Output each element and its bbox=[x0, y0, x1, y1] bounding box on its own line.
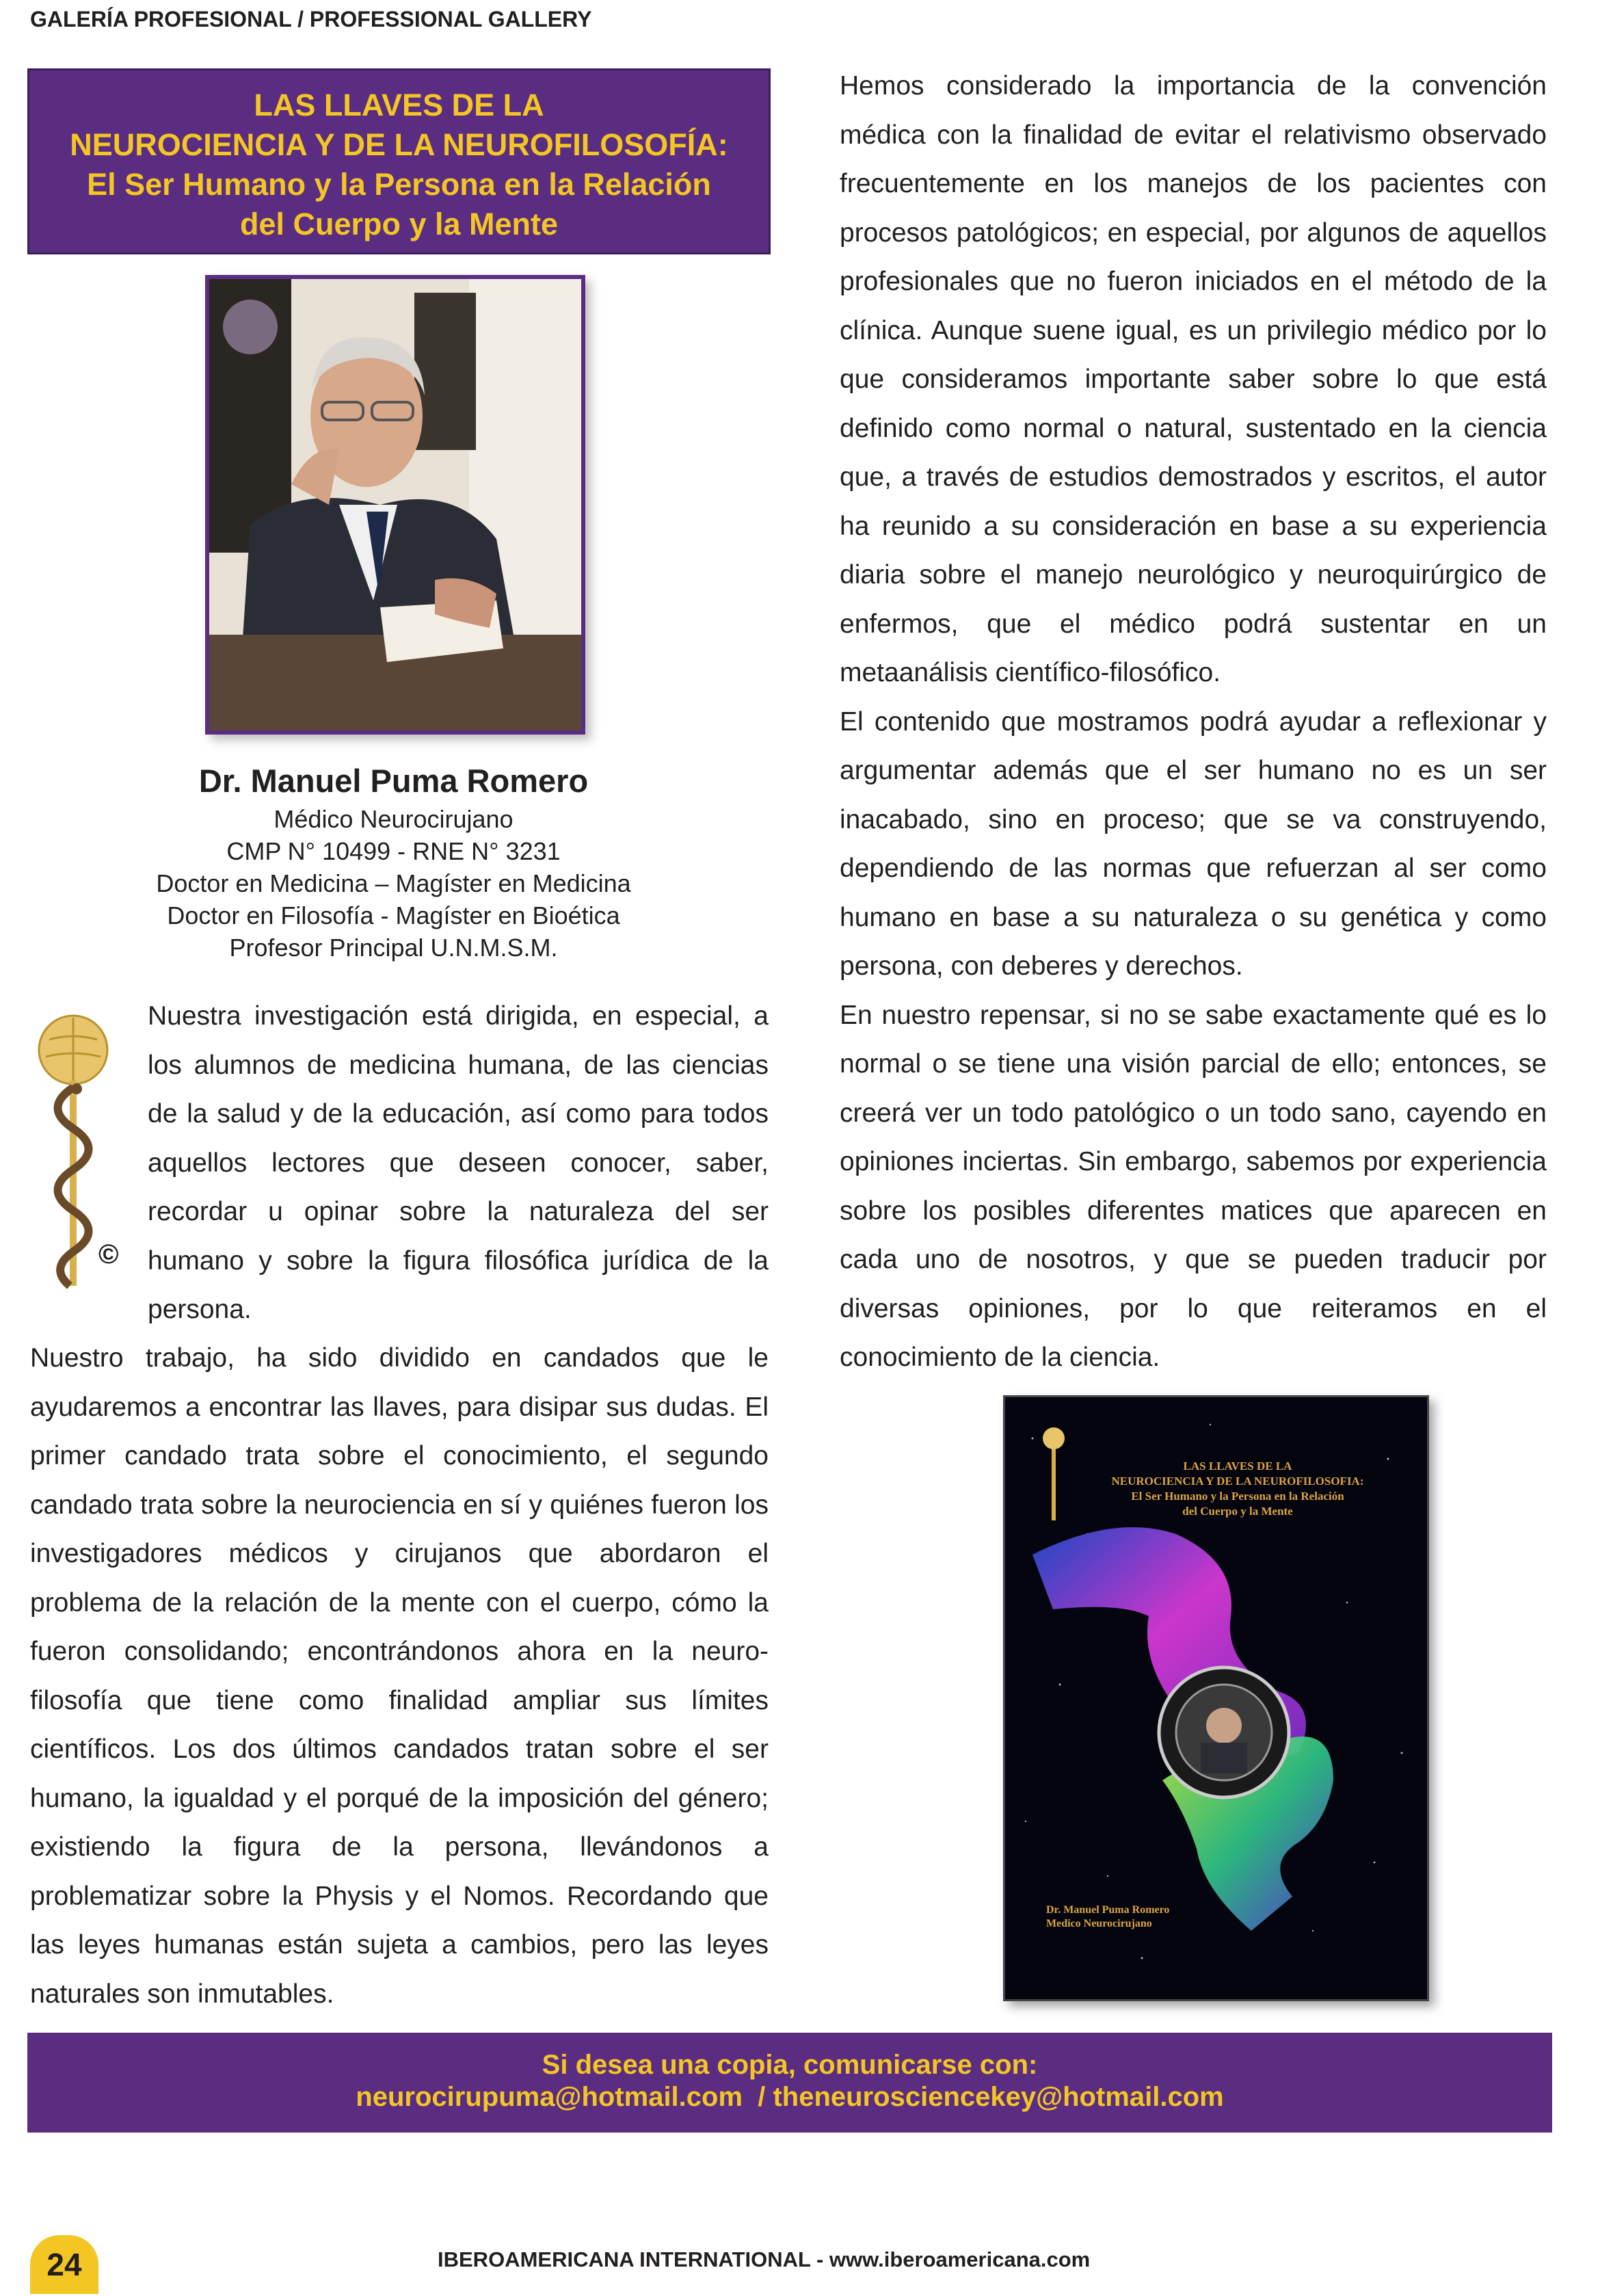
cover-author bbox=[1046, 1903, 1251, 1931]
paragraph-chapters: Nuestro trabajo, ha sido dividido en candados que le ayudaremos a encontrar las llaves, para disipar sus dudas. El primer candado trata sobre el conocimiento, el segundo candado trata sobre la neurociencia en sí y quiénes fueron los investigadores médicos y cirujanos que abordaron el problema de la relación de la mente con el cuerpo, cómo la fueron consolidando; encontrándonos ahora en la neuro-filosofía que tiene como finalidad ampliar sus límites científicos. Los dos últimos candados tratan sobre el ser humano, la igualdad y el porqué de la imposición del género; existiendo la figura de la persona, llevándonos a problematizar sobre la Physis y el Nomos. Recordando que las leyes humanas están sujeta a cambios, pero las leyes naturales son inmutables. bbox=[30, 1343, 769, 2009]
author-registration: CMP N° 10499 - RNE N° 3231 bbox=[226, 837, 561, 865]
cover-title-line-2: NEUROCIENCIA Y DE LA NEUROFILOSOFIA: bbox=[1111, 1475, 1364, 1488]
right-column bbox=[840, 62, 1547, 1382]
contact-heading: Si desea una copia, comunicarse con: bbox=[542, 2050, 1038, 2080]
author-portrait-image bbox=[209, 279, 581, 730]
paragraph-convention: Hemos considerado la importancia de la convención médica con la finalidad de evitar el relativismo observado frecuentemente en los manejos de los pacientes con procesos patológicos; en especial, por algunos de aquellos profesionales que no fueron iniciados en el método de la clínica. Aunque suene igual, es un privilegio médico por lo que consideramos importante saber sobre lo que está definido como normal o natural, sustentado en la ciencia que, a través de estudios demostrados y escritos, el autor ha reunido a su consideración en base a su experiencia diaria sobre el manejo neurológico y neuroquirúrgico de enfermos, que el médico podrá sustentar en un metaanálisis científico-filosófico. bbox=[840, 71, 1547, 687]
page-number: 24 bbox=[46, 2247, 82, 2282]
cover-title-line-3: El Ser Humano y la Persona en la Relación bbox=[1131, 1490, 1344, 1503]
footer-text: IBEROAMERICANA INTERNATIONAL - www.iberoamericana.com bbox=[438, 2247, 1091, 2271]
contact-banner bbox=[27, 2033, 1552, 2133]
paragraph-intro: Nuestra investigación está dirigida, en especial, a los alumnos de medicina humana, de las ciencias de la salud y de la educación, así como para todos aquellos lectores que deseen conocer, saber, recordar u opinar sobre la naturaleza del ser humano y sobre la figura filosófica jurídica de la persona. bbox=[148, 1001, 769, 1324]
cover-title-line-1: LAS LLAVES DE LA bbox=[1183, 1460, 1292, 1473]
author-title: Médico Neurocirujano bbox=[274, 805, 514, 833]
author-photo bbox=[205, 275, 585, 735]
caduceus-logo bbox=[36, 1012, 121, 1306]
author-name: Dr. Manuel Puma Romero bbox=[198, 763, 589, 799]
cover-title-line-4: del Cuerpo y la Mente bbox=[1182, 1505, 1293, 1518]
page-number-badge bbox=[30, 2235, 98, 2294]
cover-author-name: Dr. Manuel Puma Romero bbox=[1046, 1904, 1170, 1916]
title-line-1: LAS LLAVES DE LA bbox=[254, 88, 544, 122]
author-position: Profesor Principal U.N.M.S.M. bbox=[229, 934, 558, 962]
article-title-box bbox=[27, 68, 771, 254]
title-line-4: del Cuerpo y la Mente bbox=[239, 207, 559, 241]
cover-author-role: Medico Neurocirujano bbox=[1046, 1918, 1152, 1929]
paragraph-content: El contenido que mostramos podrá ayudar a reflexionar y argumentar además que el ser humano no es un ser inacabado, sino en proceso; que se va construyendo, dependiendo de las normas que refuerzan al ser como humano en base a su naturaleza o su genética y como persona, con deberes y derechos. bbox=[840, 707, 1547, 981]
book-cover bbox=[1003, 1395, 1429, 2001]
cover-title bbox=[1060, 1459, 1415, 1519]
author-credits bbox=[27, 759, 760, 964]
copyright-symbol: © bbox=[98, 1239, 119, 1269]
title-line-3: El Ser Humano y la Persona en la Relación bbox=[87, 167, 711, 202]
author-degree-medicine: Doctor en Medicina – Magíster en Medicina bbox=[156, 869, 631, 897]
contact-emails[interactable]: neurocirupuma@hotmail.com / theneurosciencekey@hotmail.com bbox=[356, 2082, 1224, 2112]
section-header: GALERÍA PROFESIONAL / PROFESSIONAL GALLERY bbox=[30, 7, 592, 31]
title-line-2: NEUROCIENCIA Y DE LA NEUROFILOSOFÍA: bbox=[70, 127, 728, 162]
paragraph-rethinking: En nuestro repensar, si no se sabe exactamente qué es lo normal o se tiene una visión parcial de ello; entonces, se creerá ver un todo patológico o un todo sano, cayendo en opiniones inciertas. Sin embargo, sabemos por experiencia sobre los posibles diferentes matices que aparecen en cada uno de nosotros, y que se pueden traducir por diversas opiniones, por lo que reiteramos en el conocimiento de la ciencia. bbox=[840, 1000, 1547, 1372]
author-degree-philosophy: Doctor en Filosofía - Magíster en Bioética bbox=[167, 901, 620, 929]
